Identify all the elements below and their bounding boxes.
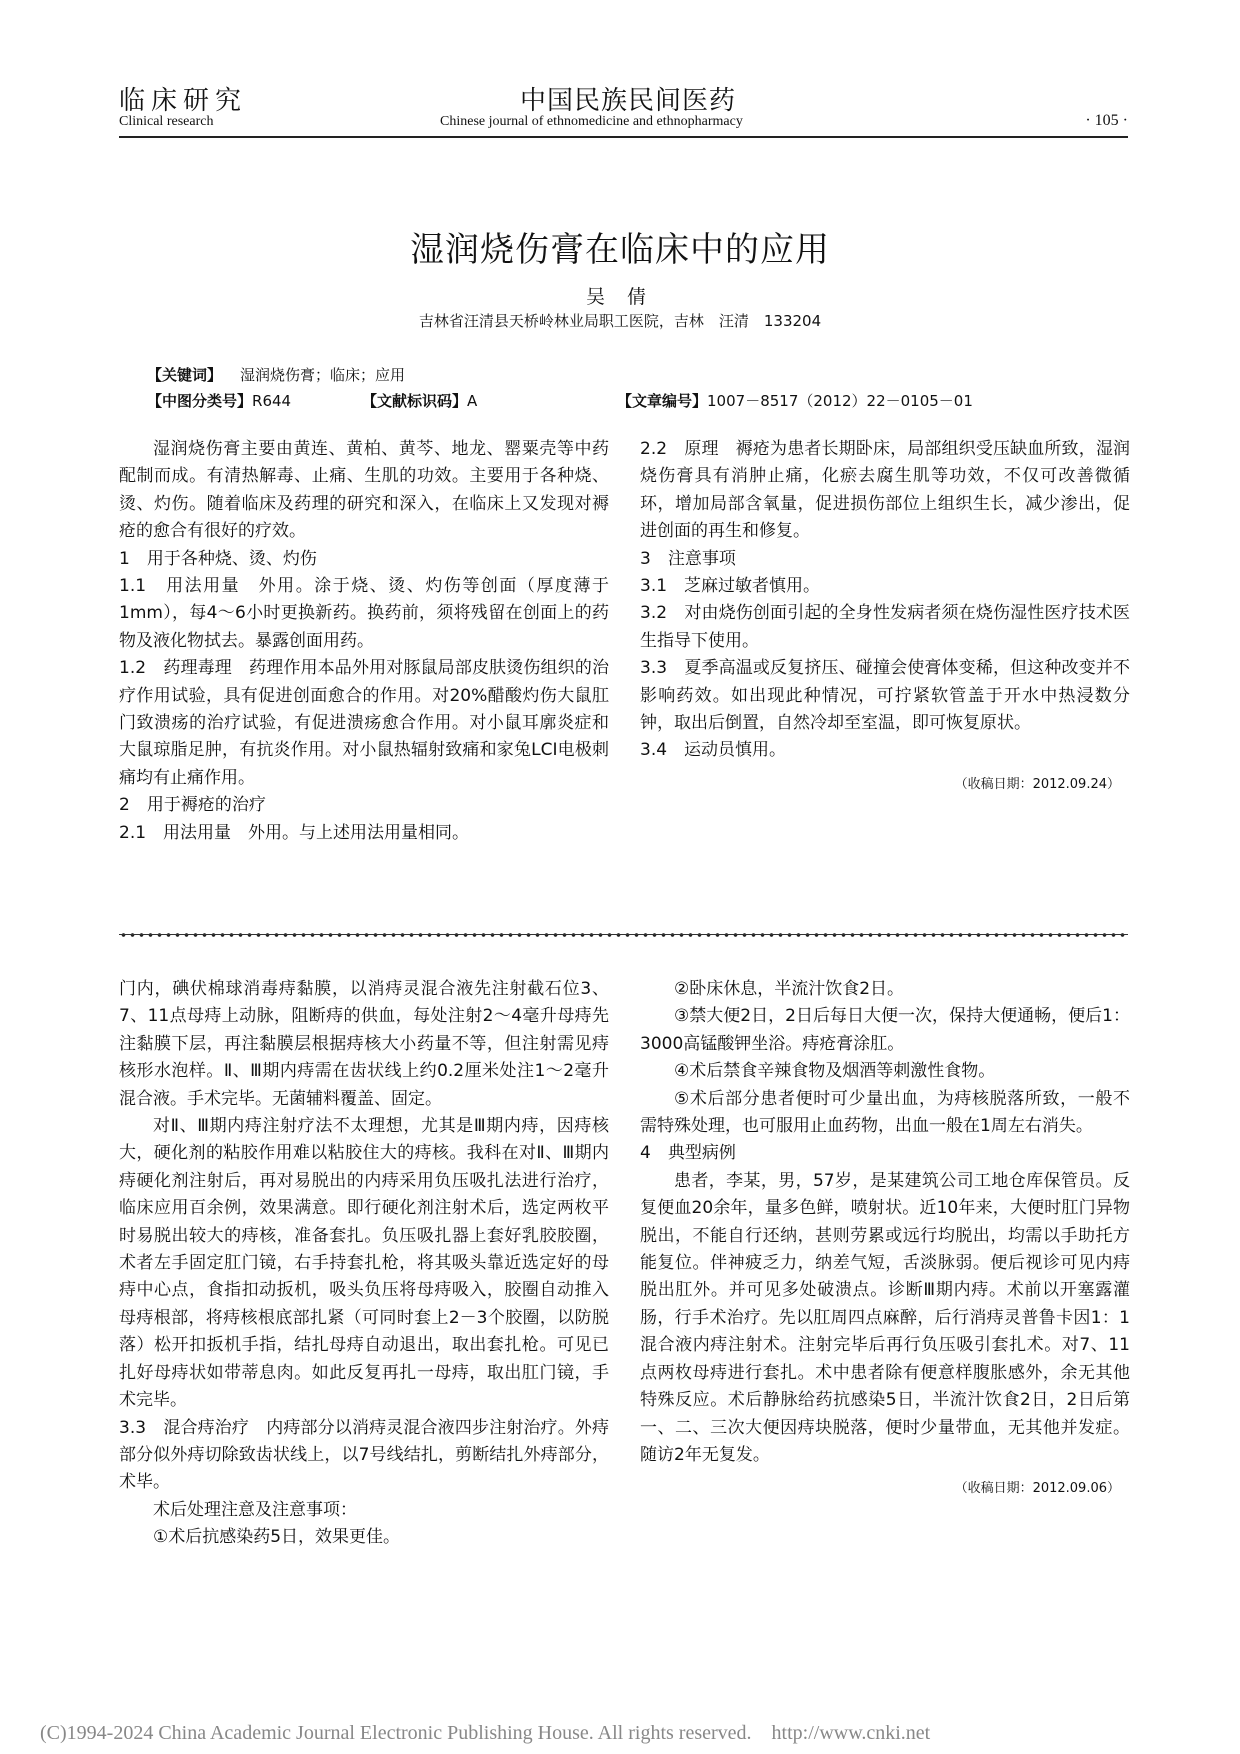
- paragraph: 3.3 夏季高温或反复挤压、碰撞会使膏体变稀，但这种改变并不影响药效。如出现此种情况，可拧紧软管盖于开水中热浸数分钟，取出后倒置，自然冷却至室温，即可恢复原状。: [640, 658, 1130, 734]
- section-name: 临床研究: [119, 86, 248, 116]
- paragraph: 3.4 运动员慎用。: [640, 740, 787, 761]
- journal-name: 中国民族民间医药: [520, 86, 737, 116]
- header-rule: [119, 136, 1128, 138]
- paragraph: 2.1 用法用量 外用。与上述用法用量相同。: [119, 822, 470, 843]
- paragraph: ③禁大便2日，2日后每日大便一次，保持大便通畅，便后1：3000高锰酸钾坐浴。痔疮膏涂肛。: [640, 1006, 1130, 1054]
- paragraph: 患者，李某，男，57岁，是某建筑公司工地仓库保管员。反复便血20余年，量多色鲜，喷射状。近10年来，大便时肛门异物脱出，不能自行还纳，甚则劳累或远行均脱出，均需以手助托方能复位。伴神疲乏力，纳差气短，舌淡脉弱。便后视诊可见内痔脱出肛外。并可见多处破溃点。诊断Ⅲ期内痔。术前以开塞露灌肠，行手术治疗。先以肛周四点麻醉，后行消痔灵普鲁卡因1：1混合液内痔注射术。注射完毕后再行负压吸引套扎术。对7、11点两枚母痔进行套扎。术中患者除有便意样腹胀感外，余无其他特殊反应。术后静脉给药抗感染5日，半流汁饮食2日，2日后第一、二、三次大便因痔块脱落，便时少量带血，无其他并发症。随访2年无复发。: [640, 1170, 1130, 1465]
- paragraph: ⑤术后部分患者便时可少量出血，为痔核脱落所致，一般不需特殊处理，也可服用止血药物，出血一般在1周左右消失。: [640, 1088, 1130, 1137]
- section-divider: [119, 932, 1128, 938]
- art-field: [617, 390, 973, 411]
- paragraph: 1.2 药理毒理 药理作用本品外用对豚鼠局部皮肤烫伤组织的治疗作用试验，具有促进创面愈合的作用。对20%醋酸灼伤大鼠肛门致溃疡的治疗试验，有促进溃疡愈合作用。对小鼠耳廓炎症和大鼠琼脂足肿，有抗炎作用。对小鼠热辐射致痛和家兔LCI电极刺痛均有止痛作用。: [119, 658, 609, 788]
- column-3: [119, 976, 609, 1552]
- column-1: [119, 436, 609, 847]
- section-name-en: Clinical research: [119, 114, 214, 129]
- doc-field: [362, 390, 477, 411]
- keywords-value: 湿润烧伤膏；临床；应用: [240, 366, 406, 384]
- paragraph: ①术后抗感染药5日，效果更佳。: [153, 1527, 401, 1548]
- art-value: 1007－8517（2012）22－0105－01: [707, 392, 973, 410]
- paragraph: 3.3 混合痔治疗 内痔部分以消痔灵混合液四步注射治疗。外痔部分似外痔切除致齿状线上，以7号线结扎，剪断结扎外痔部分，术毕。: [119, 1417, 609, 1493]
- paragraph: ④术后禁食辛辣食物及烟酒等刺激性食物。: [674, 1061, 996, 1082]
- paragraph: ②卧床休息，半流汁饮食2日。: [674, 979, 905, 999]
- paragraph: 术后处理注意及注意事项：: [153, 1499, 357, 1520]
- section-heading: 3 注意事项: [640, 548, 736, 569]
- clc-value: R644: [252, 392, 292, 410]
- keywords-line: [147, 364, 405, 385]
- paragraph: 3.1 芝麻过敏者慎用。: [640, 576, 821, 597]
- paragraph: 湿润烧伤膏主要由黄连、黄柏、黄芩、地龙、罂粟壳等中药配制而成。有清热解毒、止痛、生肌的功效。主要用于各种烧、烫、灼伤。随着临床及药理的研究和深入，在临床上又发现对褥疮的愈合有很好的疗效。: [119, 439, 609, 542]
- page-number: · 105 ·: [1085, 112, 1128, 129]
- column-4: [640, 976, 1130, 1503]
- doc-label: 【文献标识码】: [362, 392, 468, 410]
- article-title: 湿润烧伤膏在临床中的应用: [410, 230, 830, 270]
- paragraph: 1.1 用法用量 外用。涂于烧、烫、灼伤等创面（厚度薄于1mm），每4～6小时更换新药。换药前，须将残留在创面上的药物及液化物拭去。暴露创面用药。: [119, 576, 609, 651]
- paragraph: 2.2 原理 褥疮为患者长期卧床，局部组织受压缺血所致，湿润烧伤膏具有消肿止痛，化瘀去腐生肌等功效，不仅可改善微循环，增加局部含氧量，促进损伤部位上组织生长，减少渗出，促进创面的再生和修复。: [640, 439, 1130, 542]
- doc-value: A: [467, 392, 478, 410]
- article-author: 吴 倩: [585, 286, 655, 308]
- paragraph: 门内，碘伏棉球消毒痔黏膜，以消痔灵混合液先注射截石位3、7、11点母痔上动脉，阻断痔的供血，每处注射2～4毫升母痔先注黏膜下层，再注黏膜层根据痔核大小药量不等，但注射需见痔核形水泡样。Ⅱ、Ⅲ期内痔需在齿状线上约0.2厘米处注1～2毫升混合液。手术完毕。无菌辅料覆盖、固定。: [119, 979, 609, 1109]
- journal-name-en: Chinese journal of ethnomedicine and ethnopharmacy: [440, 114, 743, 129]
- clc-field: [147, 390, 291, 411]
- keywords-label: 【关键词】: [147, 366, 223, 384]
- art-label: 【文章编号】: [617, 392, 708, 410]
- article-affiliation: 吉林省汪清县天桥岭林业局职工医院，吉林 汪清 133204: [418, 312, 822, 330]
- clc-label: 【中图分类号】: [147, 392, 253, 410]
- section-heading: 4 典型病例: [640, 1143, 736, 1164]
- section-heading: 1 用于各种烧、烫、灼伤: [119, 548, 317, 569]
- received-date: （收稿日期：2012.09.06）: [954, 1481, 1120, 1497]
- copyright-footer: (C)1994-2024 China Academic Journal Electronic Publishing House. All rights reserved. http://www.cnki.net: [40, 1722, 931, 1744]
- paragraph: 3.2 对由烧伤创面引起的全身性发病者须在烧伤湿性医疗技术医生指导下使用。: [640, 603, 1130, 651]
- section-heading: 2 用于褥疮的治疗: [119, 795, 266, 816]
- paragraph: 对Ⅱ、Ⅲ期内痔注射疗法不太理想，尤其是Ⅲ期内痔，因痔核大，硬化剂的粘胶作用难以粘胶住大的痔核。我科在对Ⅱ、Ⅲ期内痔硬化剂注射后，再对易脱出的内痔采用负压吸扎法进行治疗，临床应用百余例，效果满意。即行硬化剂注射术后，选定两枚平时易脱出较大的痔核，准备套扎。负压吸扎器上套好乳胶胶圈，术者左手固定肛门镜，右手持套扎枪，将其吸头靠近选定好的母痔中心点，食指扣动扳机，吸头负压将母痔吸入，胶圈自动推入母痔根部，将痔核根底部扎紧（可同时套上2－3个胶圈，以防脱落）松开扣扳机手指，结扎母痔自动退出，取出套扎枪。可见已扎好母痔状如带蒂息肉。如此反复再扎一母痔，取出肛门镜，手术完毕。: [119, 1116, 609, 1411]
- column-2: [640, 436, 1130, 798]
- received-date: （收稿日期：2012.09.24）: [954, 776, 1120, 792]
